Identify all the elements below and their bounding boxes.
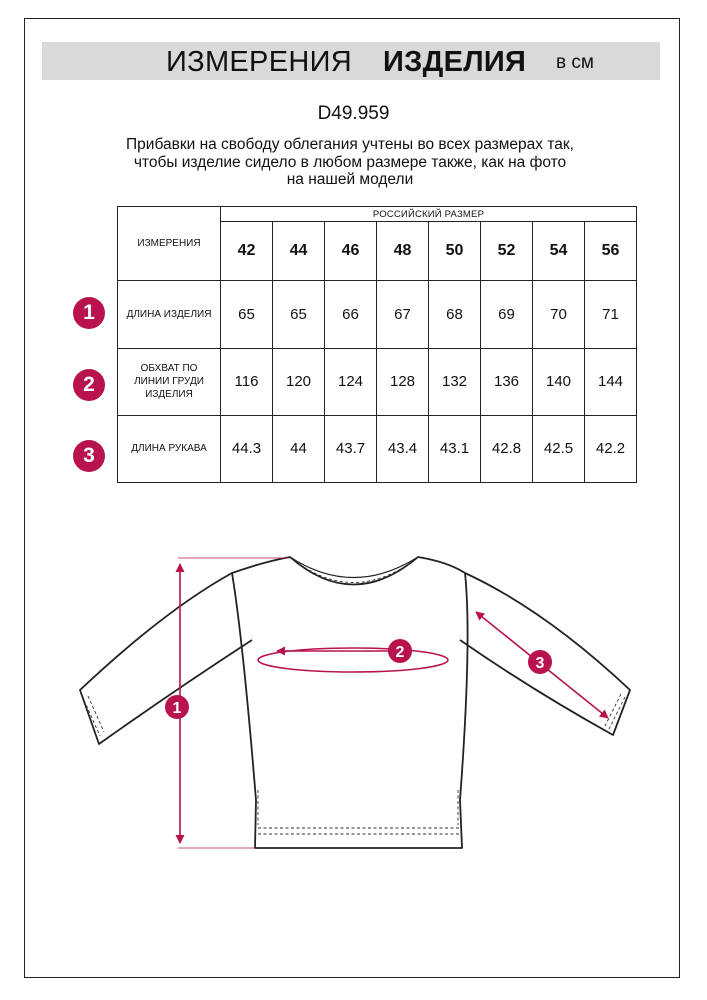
article-number: D49.959 [317, 103, 390, 124]
size-header: 48 [377, 222, 429, 281]
table-cell: 120 [273, 348, 325, 415]
size-caption: РОССИЙСКИЙ РАЗМЕР [221, 207, 637, 222]
table-cell: 43.4 [377, 415, 429, 482]
marker-1-label: 1 [172, 700, 182, 717]
row-label-line: ОБХВАТ ПО [140, 363, 198, 375]
table-cell: 124 [325, 348, 377, 415]
marker-3 [528, 650, 552, 674]
size-header: 42 [221, 222, 273, 281]
row-badge-1: 1 [73, 297, 105, 329]
table-cell: 66 [325, 281, 377, 348]
table-cell: 132 [429, 348, 481, 415]
table-cell: 136 [481, 348, 533, 415]
size-header: 54 [533, 222, 585, 281]
size-header: 50 [429, 222, 481, 281]
size-header: 56 [585, 222, 637, 281]
table-cell: 43.1 [429, 415, 481, 482]
table-cell: 71 [585, 281, 637, 348]
table-cell: 65 [273, 281, 325, 348]
table-cell: 128 [377, 348, 429, 415]
row-label-line: ДЛИНА РУКАВА [131, 443, 207, 455]
table-cell: 70 [533, 281, 585, 348]
table-cell: 42.5 [533, 415, 585, 482]
fit-note-line: чтобы изделие сидело в любом размере также, как на фото [133, 153, 567, 171]
table-cell: 67 [377, 281, 429, 348]
fit-note-line: Прибавки на свободу облегания учтены во всех размерах так, [126, 136, 574, 153]
size-header: 46 [325, 222, 377, 281]
table-cell: 65 [221, 281, 273, 348]
table-cell: 42.2 [585, 415, 637, 482]
row-label-line: ИЗДЕЛИЯ [145, 389, 193, 401]
table-cell: 140 [533, 348, 585, 415]
table-cell: 43.7 [325, 415, 377, 482]
row-label-line: ЛИНИИ ГРУДИ [134, 376, 204, 388]
table-cell: 42.8 [481, 415, 533, 482]
marker-1 [165, 695, 189, 719]
row-badge-2: 2 [73, 369, 105, 401]
header-unit: в см [556, 52, 594, 73]
table-corner-label: ИЗМЕРЕНИЯ [118, 207, 221, 281]
table-cell: 116 [221, 348, 273, 415]
fit-note-line: на нашей модели [286, 171, 414, 188]
sweater-outline [80, 557, 630, 848]
table-cell: 68 [429, 281, 481, 348]
header-title-measurements: ИЗМЕРЕНИЯ [166, 46, 352, 78]
row-badge-3: 3 [73, 440, 105, 472]
table-cell: 69 [481, 281, 533, 348]
measure-length-arrow [178, 558, 290, 848]
marker-3-label: 3 [535, 655, 545, 672]
size-header: 44 [273, 222, 325, 281]
table-cell: 44.3 [221, 415, 273, 482]
marker-2-label: 2 [395, 644, 405, 661]
marker-2 [388, 639, 412, 663]
header-title-product: ИЗДЕЛИЯ [383, 46, 527, 78]
row-label-line: ДЛИНА ИЗДЕЛИЯ [126, 308, 212, 320]
measure-chest-ellipse [258, 648, 448, 672]
table-cell: 44 [273, 415, 325, 482]
table-cell: 144 [585, 348, 637, 415]
size-header: 52 [481, 222, 533, 281]
